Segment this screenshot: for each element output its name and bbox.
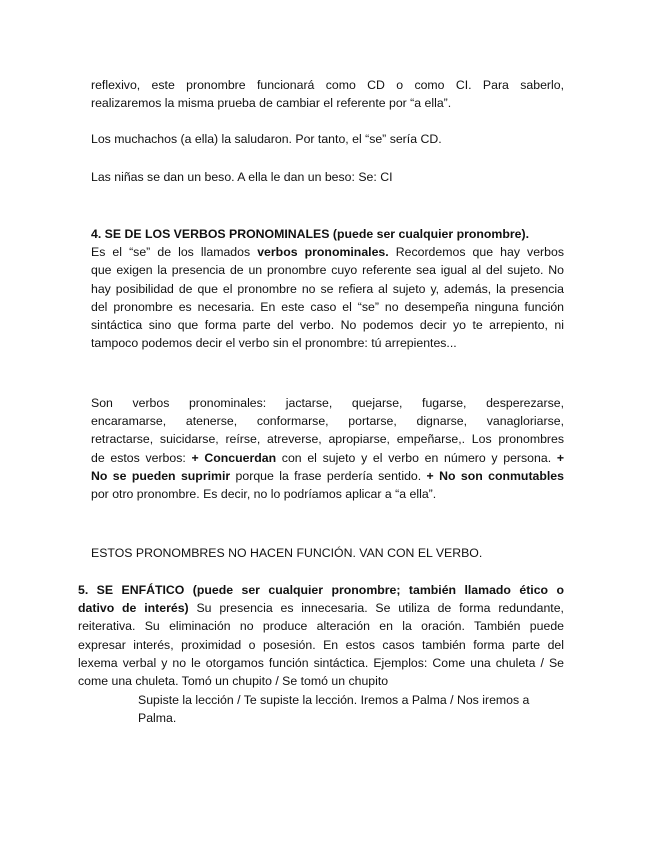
text-span: porque la frase perdería sentido. <box>230 468 427 483</box>
section-5-enfatico <box>78 581 564 690</box>
section-4-pronominales <box>91 225 564 352</box>
bold-term: + Concuerdan <box>191 450 277 465</box>
text-line: Supiste la lección / Te supiste la lección. Iremos a Palma / Nos iremos a <box>138 693 530 707</box>
text-line <box>91 449 564 467</box>
text-line: hay posibilidad de que el pronombre no se refiera al sujeto y, además, la presencia <box>91 281 564 296</box>
text-span: de estos verbos: <box>91 450 192 465</box>
text-line: del pronombre es necesaria. En este caso el “se” no desempeña ninguna función <box>91 299 564 314</box>
pronominal-verbs-list <box>91 394 564 503</box>
bold-term: verbos pronominales. <box>257 245 389 260</box>
text-line <box>91 243 564 261</box>
paragraph-reflexive-continuation <box>91 76 564 112</box>
text-line: come una chuleta. Tomó un chupito / Se tomó un chupito <box>78 674 389 689</box>
no-function-note: ESTOS PRONOMBRES NO HACEN FUNCIÓN. VAN CON EL VERBO. <box>91 546 483 560</box>
text-line: por otro pronombre. Es decir, no lo podríamos aplicar a “a ella”. <box>91 487 437 502</box>
text-line: reiterativa. Su eliminación no produce alteración en la oración. También puede <box>78 619 564 634</box>
text-line: Palma. <box>138 711 177 726</box>
text-line: realizaremos la misma prueba de cambiar el referente por “a ella”. <box>91 96 452 111</box>
text-line: sintáctica sino que forma parte del verbo. No podemos decir yo te arrepiento, ni <box>91 318 564 333</box>
section-5-heading: 5. SE ENFÁTICO (puede ser cualquier pronombre; también llamado ético o <box>78 583 564 597</box>
text-line: Son verbos pronominales: jactarse, quejarse, fugarse, desperezarse, <box>91 396 564 410</box>
text-line: lexema verbal y no le otorgamos función sintáctica. Ejemplos: Come una chuleta / Se <box>78 655 564 670</box>
text-line <box>78 599 564 617</box>
section-5-examples <box>138 691 568 727</box>
text-span: Recordemos que hay verbos <box>388 245 564 260</box>
bold-term: No se pueden suprimir <box>91 468 231 483</box>
text-line: reflexivo, este pronombre funcionará como CD o como CI. Para saberlo, <box>91 78 564 92</box>
bold-term: + No son conmutables <box>426 468 564 483</box>
text-span: Su presencia es innecesaria. Se utiliza de forma redundante, <box>188 601 564 616</box>
example-ci: Las niñas se dan un beso. A ella le dan un beso: Se: CI <box>91 170 393 184</box>
section-4-heading: 4. SE DE LOS VERBOS PRONOMINALES (puede ser cualquier pronombre). <box>91 227 529 241</box>
text-line <box>91 467 564 485</box>
text-line: tampoco podemos decir el verbo sin el pronombre: tú arrepientes... <box>91 336 457 351</box>
text-span: Es el “se” de los llamados <box>91 245 258 260</box>
example-cd: Los muchachos (a ella) la saludaron. Por tanto, el “se” sería CD. <box>91 132 442 146</box>
bold-term: + <box>556 450 564 465</box>
text-line: retractarse, suicidarse, reírse, atreverse, apropiarse, empeñarse,. Los pronombres <box>91 432 564 447</box>
text-line: expresar interés, proximidad o posesión. En estos casos también forma parte del <box>78 637 564 652</box>
text-line: encaramarse, atenerse, conformarse, portarse, dignarse, vanagloriarse, <box>91 414 564 429</box>
text-span: con el sujeto y el verbo en número y persona. <box>276 450 557 465</box>
text-line: que exigen la presencia de un pronombre cuyo referente sea igual al del sujeto. No <box>91 263 564 278</box>
section-5-heading-cont: dativo de interés) <box>78 601 189 616</box>
